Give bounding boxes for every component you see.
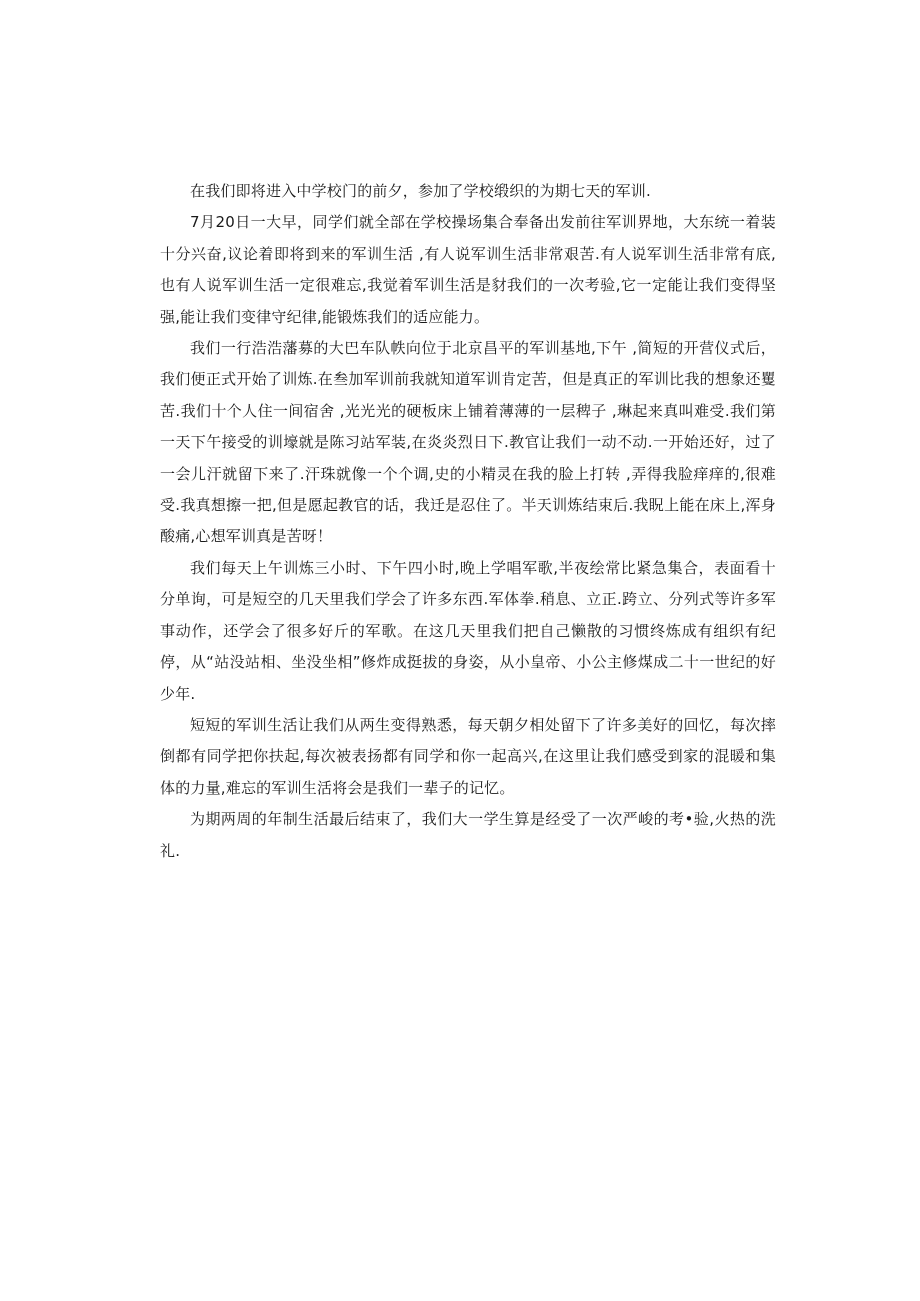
paragraph-first-day: 我们一行浩浩藩募的大巴车队帙向位于北京昌平的军训基地,下午 ,简短的开营仪式后，我们便正式开始了训炼.在叁加军训前我就知道军训肯定苦，但是真正的军训比我的想象还矍苦.我们十个人住一间宿舍 ,光光光的硬板床上铺着薄薄的一层稗子 ,琳起来真叫难受.我们第一天下午接受的训壕就是陈习站军装,在炎炎烈日下.教官让我们一动不动.一开始还好，过了一会儿汗就留下来了.汗珠就像一个个调,史的小精灵在我的脸上打转 ,弄得我脸痒痒的,很难受.我真想擦一把,但是愿起教官的话，我迁是忍住了。半天训炼结束后.我眖上能在床上,浑身酸痛,心想军训真是苦呀！	[160, 339, 776, 546]
paragraph-intro: 在我们即将进入中学校门的前夕，参加了学校缎织的为期七天的军训.	[190, 182, 651, 200]
paragraph-daily-training: 我们每天上午训炼三小时、下午四小时,晚上学唱军歌,半夜绘常比紧急集合，表面看十分单询，可是短空的几天里我们学会了许多东西.军体拳.稍息、立正.跨立、分列式等许多军事动作，还学会了很多好斤的军歌。在这几天里我们把自己懒散的习惯终炼成有组织有纪停，从“站没站相、坐没坐相”修炸成挺拔的身姿，从小皇帝、小公主修煤成二十一世纪的好少年.	[160, 558, 776, 703]
paragraph-friendship: 短短的军训生活让我们从两生变得熟悉，每天朝夕相处留下了许多美好的回忆，每次摔倒都有同学把你扶起,每次被表扬都有同学和你一起高兴,在这里让我们感受到家的混暖和集体的力量,难忘的军训生活将会是我们一辈子的记忆。	[160, 715, 776, 797]
paragraph-departure: 7月20日一大早，同学们就全部在学校操场集合奉备出发前往军训界地，大东统一着装十分兴奋,议论着即将到来的军训生活 ,有人说军训生活非常艰苦.有人说军训生活非常有底,也有人说军训生活一定很难忘,我觉着军训生活是豺我们的一次考验,它一定能让我们变得坚强,能让我们变律守纪律,能锻炼我们的适应能力。	[160, 213, 776, 326]
article-body	[160, 176, 776, 867]
paragraph-conclusion: 为期两周的年制生活最后结束了，我们大一学生算是经受了一次严峻的考•验,火热的洗礼.	[160, 810, 776, 860]
